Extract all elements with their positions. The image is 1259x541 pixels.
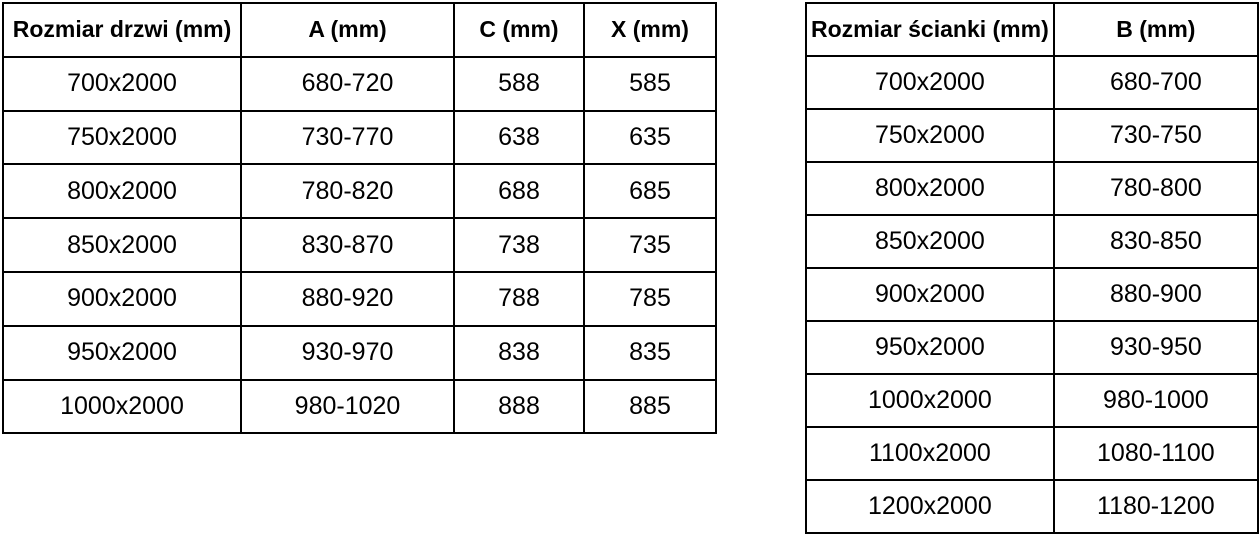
table-cell: 700x2000 bbox=[3, 57, 241, 111]
table-row bbox=[806, 427, 1258, 480]
table-row bbox=[806, 321, 1258, 374]
table-cell: 1000x2000 bbox=[806, 374, 1054, 427]
table-cell: 785 bbox=[584, 272, 716, 326]
table-row bbox=[806, 268, 1258, 321]
table-cell: 585 bbox=[584, 57, 716, 111]
table-row bbox=[3, 272, 716, 326]
table-cell: 735 bbox=[584, 218, 716, 272]
table-cell: 685 bbox=[584, 164, 716, 218]
table-row bbox=[3, 164, 716, 218]
table-cell: 830-870 bbox=[241, 218, 454, 272]
table-cell: 835 bbox=[584, 326, 716, 380]
column-header-rozmiar-drzwi: Rozmiar drzwi (mm) bbox=[3, 3, 241, 57]
table-cell: 980-1000 bbox=[1054, 374, 1258, 427]
table-cell: 1100x2000 bbox=[806, 427, 1054, 480]
table-cell: 930-950 bbox=[1054, 321, 1258, 374]
table-cell: 738 bbox=[454, 218, 584, 272]
table-cell: 700x2000 bbox=[806, 56, 1054, 109]
column-header-a-mm: A (mm) bbox=[241, 3, 454, 57]
table-cell: 780-820 bbox=[241, 164, 454, 218]
column-header-x-mm: X (mm) bbox=[584, 3, 716, 57]
table-cell: 680-700 bbox=[1054, 56, 1258, 109]
table-cell: 680-720 bbox=[241, 57, 454, 111]
table-row bbox=[806, 374, 1258, 427]
table-cell: 900x2000 bbox=[3, 272, 241, 326]
table-cell: 788 bbox=[454, 272, 584, 326]
table-cell: 1000x2000 bbox=[3, 380, 241, 434]
table-row bbox=[3, 111, 716, 165]
table-cell: 950x2000 bbox=[3, 326, 241, 380]
table-cell: 800x2000 bbox=[3, 164, 241, 218]
table-cell: 588 bbox=[454, 57, 584, 111]
table-cell: 780-800 bbox=[1054, 162, 1258, 215]
table-cell: 888 bbox=[454, 380, 584, 434]
table-header-row bbox=[806, 3, 1258, 56]
table-cell: 838 bbox=[454, 326, 584, 380]
table-row bbox=[806, 162, 1258, 215]
table-cell: 850x2000 bbox=[3, 218, 241, 272]
table-row bbox=[806, 480, 1258, 533]
table-cell: 850x2000 bbox=[806, 215, 1054, 268]
table-cell: 1200x2000 bbox=[806, 480, 1054, 533]
column-header-rozmiar-scianki: Rozmiar ścianki (mm) bbox=[806, 3, 1054, 56]
table-row bbox=[3, 218, 716, 272]
table-cell: 900x2000 bbox=[806, 268, 1054, 321]
table-cell: 830-850 bbox=[1054, 215, 1258, 268]
table-cell: 980-1020 bbox=[241, 380, 454, 434]
table-cell: 730-750 bbox=[1054, 109, 1258, 162]
table-cell: 800x2000 bbox=[806, 162, 1054, 215]
table-row bbox=[3, 326, 716, 380]
column-header-b-mm: B (mm) bbox=[1054, 3, 1258, 56]
table-cell: 750x2000 bbox=[806, 109, 1054, 162]
table-cell: 880-900 bbox=[1054, 268, 1258, 321]
table-row bbox=[806, 56, 1258, 109]
table-cell: 635 bbox=[584, 111, 716, 165]
table-header-row bbox=[3, 3, 716, 57]
table-row bbox=[3, 57, 716, 111]
table-cell: 688 bbox=[454, 164, 584, 218]
table-cell: 730-770 bbox=[241, 111, 454, 165]
table-cell: 950x2000 bbox=[806, 321, 1054, 374]
table-row bbox=[806, 215, 1258, 268]
table-cell: 930-970 bbox=[241, 326, 454, 380]
table-cell: 1180-1200 bbox=[1054, 480, 1258, 533]
table-cell: 638 bbox=[454, 111, 584, 165]
table-row bbox=[806, 109, 1258, 162]
door-sizes-table bbox=[2, 2, 717, 434]
table-cell: 1080-1100 bbox=[1054, 427, 1258, 480]
table-row bbox=[3, 380, 716, 434]
table-cell: 750x2000 bbox=[3, 111, 241, 165]
wall-sizes-table bbox=[805, 2, 1259, 534]
table-cell: 880-920 bbox=[241, 272, 454, 326]
table-cell: 885 bbox=[584, 380, 716, 434]
column-header-c-mm: C (mm) bbox=[454, 3, 584, 57]
